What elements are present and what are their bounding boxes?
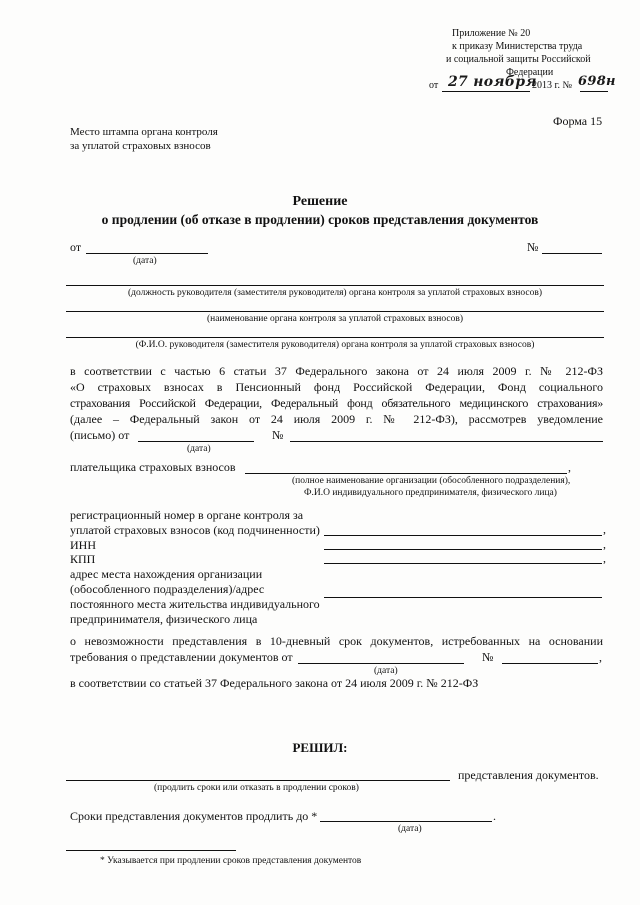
paragraph-line4: (далее – Федеральный закон от 24 июля 2009 г. № 212-ФЗ), рассмотрев уведомление xyxy=(70,412,603,426)
requirement-comma: , xyxy=(599,650,602,664)
organ-caption: (наименование органа контроля за уплатой страховых взносов) xyxy=(207,314,463,324)
address-label-line1: адрес места нахождения организации xyxy=(70,567,263,581)
title-line1: Решение xyxy=(292,194,348,209)
fio-caption: (Ф.И.О. руководителя (заместителя руководителя) органа контроля за уплатой страховых взносов) xyxy=(135,340,535,350)
appendix-number-line xyxy=(580,91,608,92)
address-label-line2: (обособленного подразделения)/адрес xyxy=(70,582,265,596)
address-label-line4: предпринимателя, физического лица xyxy=(70,612,258,626)
footnote-text: * Указывается при продлении сроков представления документов xyxy=(100,856,362,866)
decision-field[interactable] xyxy=(66,780,450,781)
kpp-field[interactable] xyxy=(324,563,602,564)
footnote-separator xyxy=(66,850,236,851)
appendix-date-line xyxy=(442,91,530,92)
payer-caption2: Ф.И.О индивидуального предпринимателя, физического лица) xyxy=(304,488,557,498)
appendix-line4: Федерации xyxy=(506,67,554,78)
appendix-date-prefix: от xyxy=(429,80,439,91)
fio-field[interactable] xyxy=(66,337,604,338)
inn-comma: , xyxy=(603,537,606,551)
number-label: № xyxy=(527,240,539,254)
appendix-number-handwritten: 698н xyxy=(578,74,616,89)
requirement-label: требования о представлении документов от xyxy=(70,650,293,664)
impossibility-line1: о невозможности представления в 10-дневный срок документов, истребованных на основании xyxy=(70,634,603,648)
kpp-comma: , xyxy=(603,551,606,565)
paragraph-line3: страхования Российской Федерации, Федеральный фонд обязательного медицинского страхования» xyxy=(70,396,603,410)
position-caption: (должность руководителя (заместителя руководителя) органа контроля за уплатой страховых взносов) xyxy=(127,288,542,298)
extend-date-caption: (дата) xyxy=(398,824,422,834)
payer-label: плательщика страховых взносов xyxy=(70,460,236,474)
from-label: от xyxy=(70,240,82,254)
payer-name-field[interactable] xyxy=(245,473,567,474)
reg-number-field[interactable] xyxy=(324,535,602,536)
decided-heading: РЕШИЛ: xyxy=(292,740,348,755)
stamp-line2: за уплатой страховых взносов xyxy=(70,140,211,152)
appendix-line1: Приложение № 20 xyxy=(452,28,531,39)
payer-caption1: (полное наименование организации (обособленного подразделения), xyxy=(292,476,571,486)
appendix-line3: и социальной защиты Российской xyxy=(446,54,591,65)
decision-tail: представления документов. xyxy=(458,768,599,782)
extend-dot: . xyxy=(493,809,496,823)
payer-comma: , xyxy=(568,460,571,474)
decision-date-caption: (дата) xyxy=(133,256,157,266)
stamp-line1: Место штампа органа контроля xyxy=(70,126,218,138)
appendix-line2: к приказу Министерства труда xyxy=(452,41,583,52)
inn-label: ИНН xyxy=(70,538,96,552)
paragraph-line1: в соответствии с частью 6 статьи 37 Федерального закона от 24 июля 2009 г. № 212-ФЗ xyxy=(70,364,603,378)
extend-date-field[interactable] xyxy=(320,821,492,822)
form-label: Форма 15 xyxy=(553,114,603,128)
kpp-label: КПП xyxy=(70,552,96,566)
address-label-line3: постоянного места жительства индивидуального xyxy=(70,597,320,611)
paragraph-letter-number: № xyxy=(272,428,284,442)
position-field[interactable] xyxy=(66,285,604,286)
paragraph-letter-from: (письмо) от xyxy=(70,428,130,442)
impossibility-line3: в соответствии со статьей 37 Федерального закона от 24 июля 2009 г. № 212-ФЗ xyxy=(70,676,479,690)
organ-field[interactable] xyxy=(66,311,604,312)
reg-comma: , xyxy=(603,522,606,536)
requirement-number-label: № xyxy=(482,650,494,664)
appendix-year: 2013 г. № xyxy=(532,80,573,91)
requirement-number-field[interactable] xyxy=(502,663,598,664)
paragraph-line2: «О страховых взносах в Пенсионный фонд Российской Федерации, Фонд социального xyxy=(70,380,603,394)
letter-date-field[interactable] xyxy=(138,441,254,442)
letter-number-field[interactable] xyxy=(290,441,603,442)
requirement-date-field[interactable] xyxy=(298,663,464,664)
decision-caption: (продлить сроки или отказать в продлении сроков) xyxy=(154,783,359,793)
address-field[interactable] xyxy=(324,597,602,598)
reg-label-line1: регистрационный номер в органе контроля за xyxy=(70,508,304,522)
letter-date-caption: (дата) xyxy=(187,444,211,454)
reg-label-line2: уплатой страховых взносов (код подчиненности) xyxy=(70,523,320,537)
requirement-date-caption: (дата) xyxy=(374,666,398,676)
extend-label: Сроки представления документов продлить до * xyxy=(70,809,318,823)
decision-number-field[interactable] xyxy=(542,253,602,254)
appendix-date-handwritten: 27 ноября xyxy=(448,74,537,90)
title-line2: о продлении (об отказе в продлении) сроков представления документов xyxy=(101,212,539,227)
inn-field[interactable] xyxy=(324,549,602,550)
decision-date-field[interactable] xyxy=(86,253,208,254)
